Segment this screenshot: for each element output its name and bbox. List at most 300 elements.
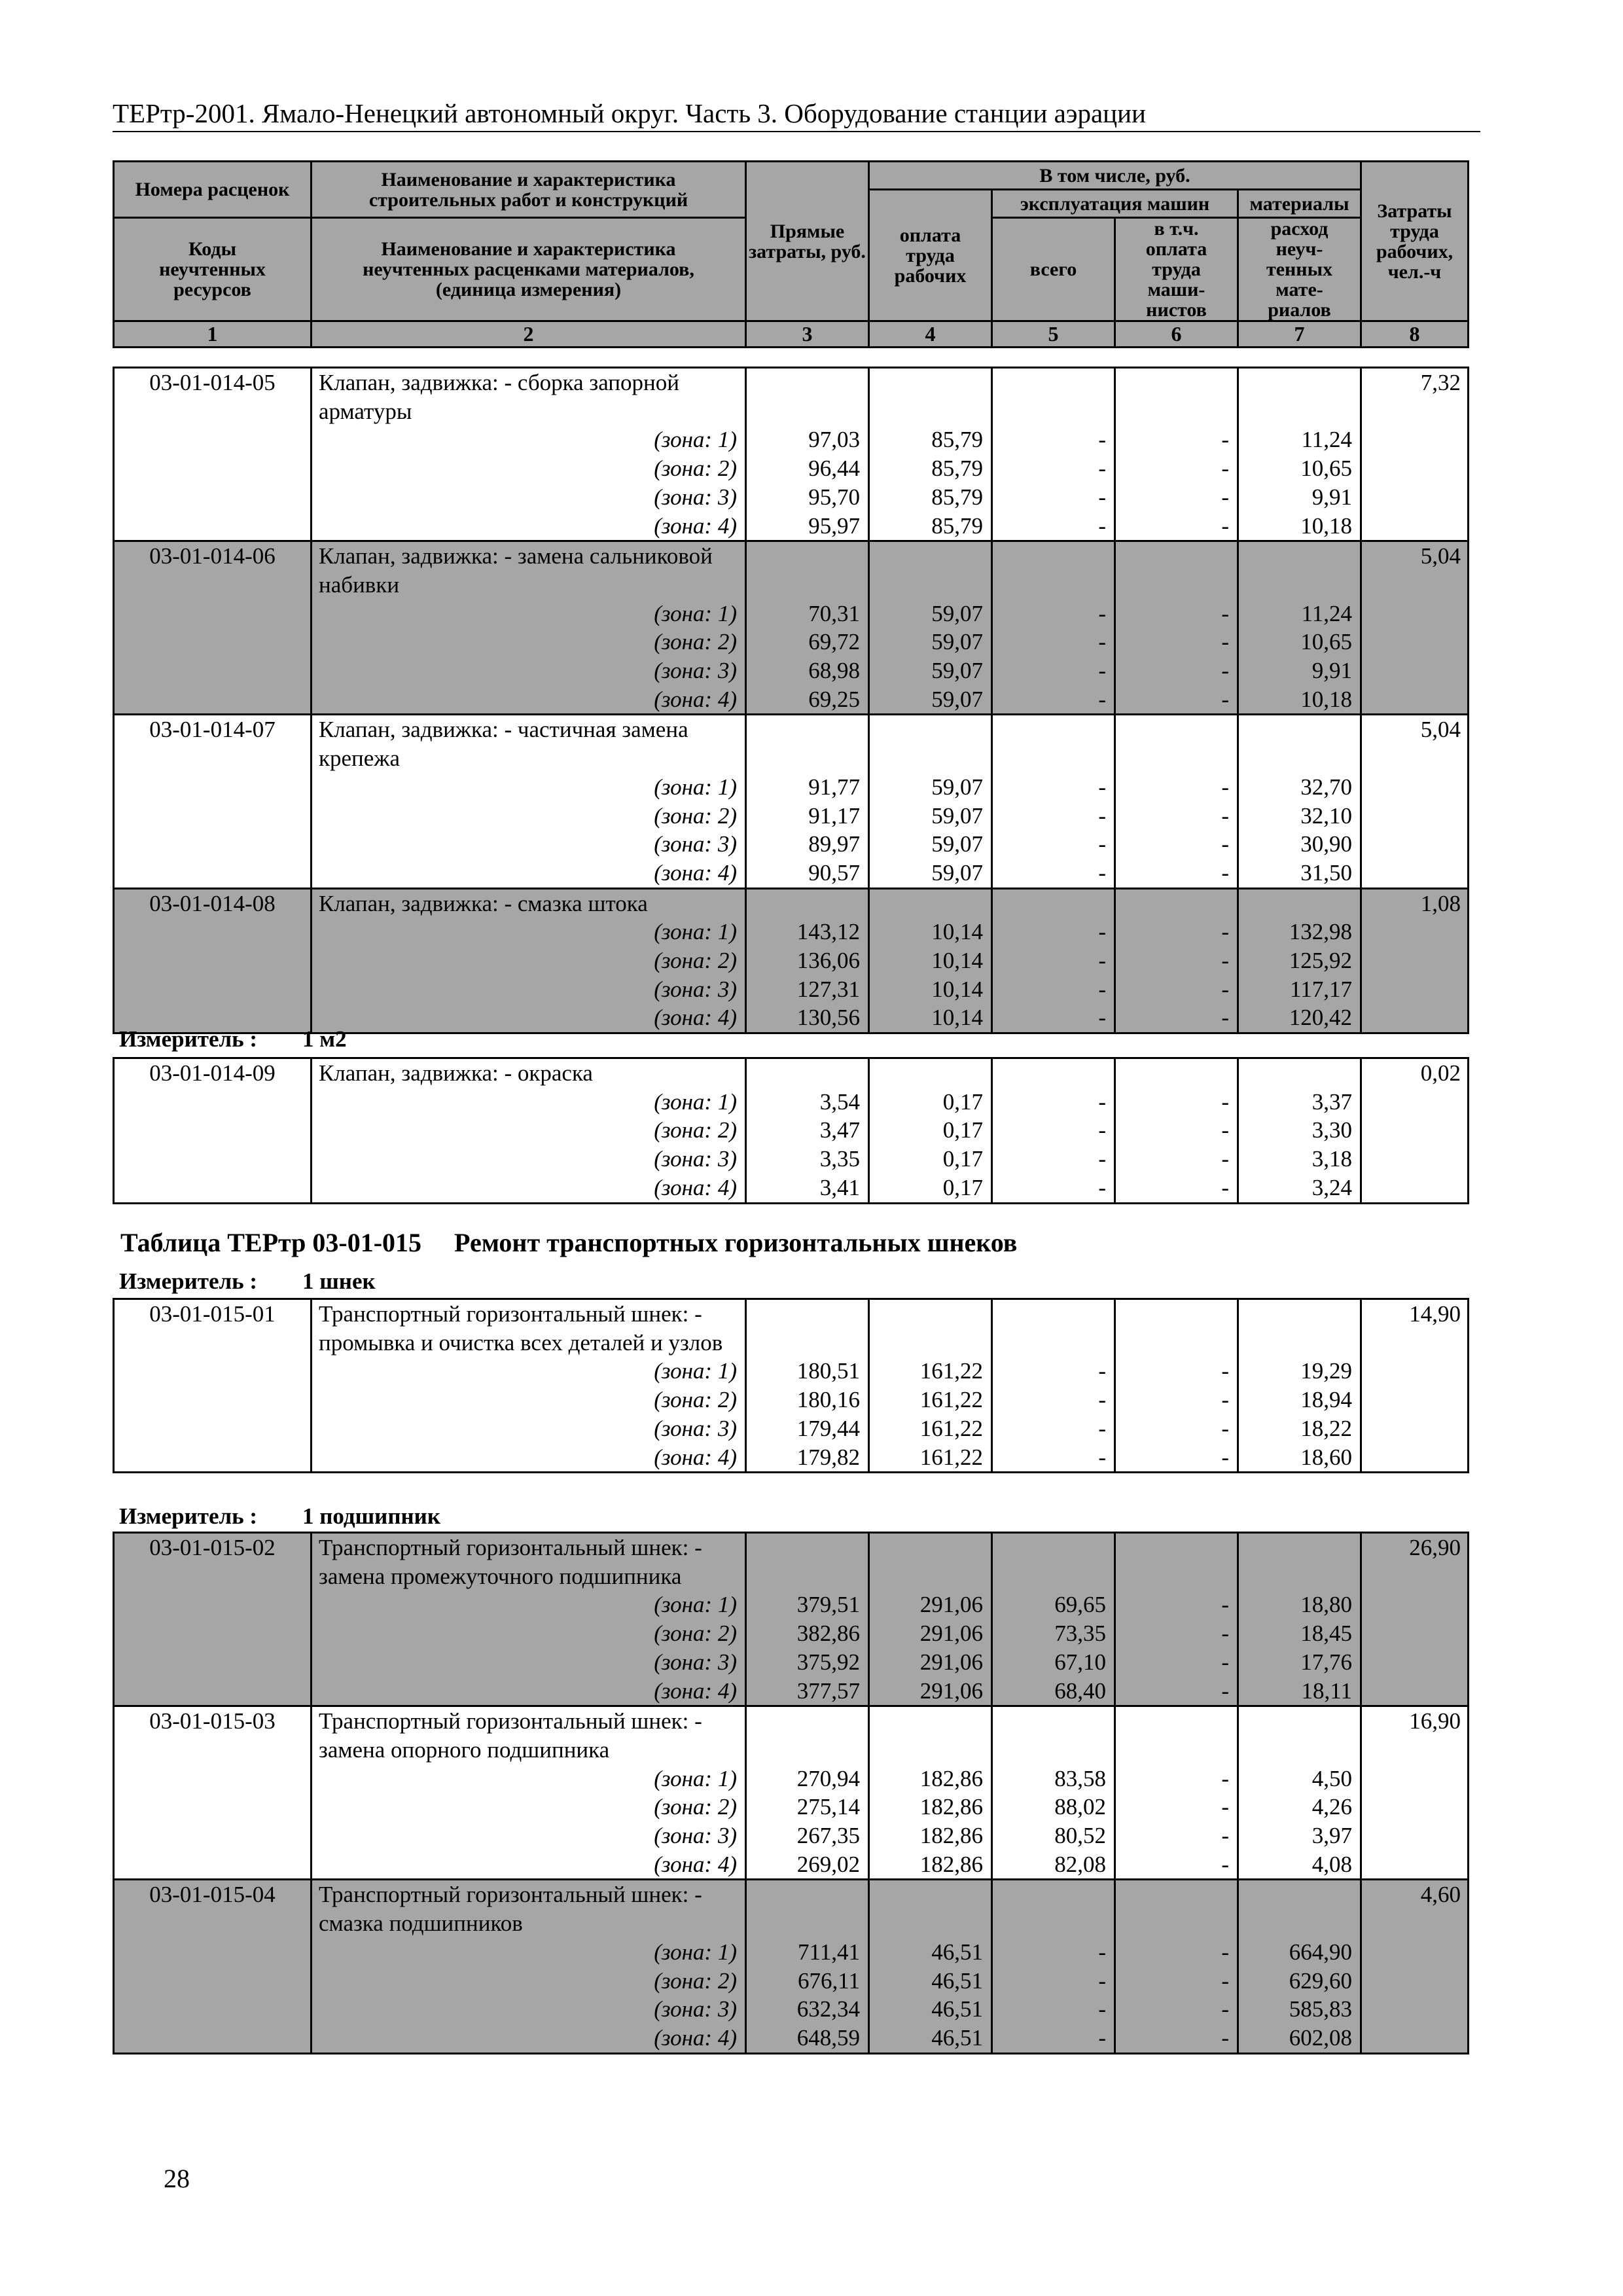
empty-cell <box>992 1880 1115 1938</box>
zone-row <box>114 1443 1469 1473</box>
empty-cell <box>1115 1299 1238 1357</box>
materials-cost: 117,17 <box>1238 975 1361 1004</box>
zone-label: (зона: 2) <box>312 1793 746 1821</box>
zone-row <box>114 1648 1469 1677</box>
worker-pay: 182,86 <box>869 1850 992 1880</box>
direct-costs: 91,77 <box>746 773 869 802</box>
worker-pay: 10,14 <box>869 946 992 975</box>
machines-total: - <box>992 600 1115 628</box>
empty-cell <box>869 1880 992 1938</box>
empty-cell <box>1238 1058 1361 1088</box>
worker-pay: 46,51 <box>869 1938 992 1967</box>
direct-costs: 377,57 <box>746 1677 869 1706</box>
materials-cost: 4,26 <box>1238 1793 1361 1821</box>
zone-label: (зона: 1) <box>312 425 746 454</box>
empty-cell <box>746 1880 869 1938</box>
empty-cell <box>746 1299 869 1357</box>
machines-total: - <box>992 859 1115 888</box>
zone-row <box>114 483 1469 512</box>
machines-total: - <box>992 1174 1115 1203</box>
empty-cell <box>869 1299 992 1357</box>
page-header: ТЕРтр-2001. Ямало-Ненецкий автономный округ. Часть 3. Оборудование станции аэрации <box>113 97 1480 132</box>
worker-pay: 59,07 <box>869 656 992 685</box>
measure-label: Измеритель : <box>119 1268 258 1294</box>
worker-pay: 291,06 <box>869 1590 992 1619</box>
zone-label: (зона: 2) <box>312 946 746 975</box>
header-material-names: Наименование и характеристика неучтенных расценками материалов, (единица измерения) <box>312 218 746 321</box>
worker-pay: 59,07 <box>869 600 992 628</box>
machines-total: 83,58 <box>992 1765 1115 1793</box>
machines-total: 67,10 <box>992 1648 1115 1677</box>
direct-costs: 275,14 <box>746 1793 869 1821</box>
machines-total: - <box>992 975 1115 1004</box>
machines-total: - <box>992 773 1115 802</box>
empty-cell <box>746 1058 869 1088</box>
direct-costs: 95,97 <box>746 512 869 541</box>
materials-cost: 3,18 <box>1238 1145 1361 1174</box>
empty-cell <box>869 1058 992 1088</box>
worker-pay: 46,51 <box>869 1967 992 1996</box>
zone-label: (зона: 4) <box>312 512 746 541</box>
empty-cell <box>1115 368 1238 426</box>
zone-label: (зона: 4) <box>312 1850 746 1880</box>
worker-pay: 85,79 <box>869 483 992 512</box>
zone-row <box>114 628 1469 656</box>
direct-costs: 95,70 <box>746 483 869 512</box>
direct-costs: 180,51 <box>746 1357 869 1386</box>
materials-cost: 11,24 <box>1238 425 1361 454</box>
zone-row <box>114 946 1469 975</box>
rate-name: Транспортный горизонтальный шнек: - замена опорного подшипника <box>312 1706 746 1765</box>
rates-block-b <box>113 1057 1469 1204</box>
direct-costs: 179,82 <box>746 1443 869 1473</box>
zone-label: (зона: 1) <box>312 1357 746 1386</box>
labor-costs: 7,32 <box>1361 368 1469 541</box>
machinist-pay: - <box>1115 1414 1238 1443</box>
worker-pay: 161,22 <box>869 1443 992 1473</box>
materials-cost: 3,30 <box>1238 1116 1361 1145</box>
column-number: 6 <box>1115 321 1238 348</box>
header-machinist-pay: в т.ч. оплата труда маши-нистов <box>1115 218 1238 321</box>
worker-pay: 0,17 <box>869 1088 992 1117</box>
machines-total: - <box>992 685 1115 715</box>
materials-cost: 4,08 <box>1238 1850 1361 1880</box>
measure-value: 1 шнек <box>302 1268 376 1294</box>
worker-pay: 10,14 <box>869 918 992 946</box>
materials-cost: 18,11 <box>1238 1677 1361 1706</box>
rate-entry-row <box>114 715 1469 773</box>
rate-code: 03-01-015-03 <box>114 1706 312 1880</box>
machines-total: - <box>992 425 1115 454</box>
machines-total: - <box>992 483 1115 512</box>
machines-total: - <box>992 918 1115 946</box>
zone-label: (зона: 2) <box>312 802 746 831</box>
empty-cell <box>1115 1058 1238 1088</box>
rate-entry-row <box>114 1880 1469 1938</box>
zone-row <box>114 1765 1469 1793</box>
header-direct-costs: Прямые затраты, руб. <box>746 162 869 321</box>
materials-cost: 17,76 <box>1238 1648 1361 1677</box>
machines-total: - <box>992 656 1115 685</box>
empty-cell <box>1238 715 1361 773</box>
zone-row <box>114 859 1469 888</box>
rates-block-d <box>113 1532 1469 2054</box>
column-number: 5 <box>992 321 1115 348</box>
empty-cell <box>746 1533 869 1591</box>
labor-costs: 1,08 <box>1361 888 1469 1033</box>
table-number: Таблица ТЕРтр 03-01-015 <box>120 1228 422 1257</box>
machinist-pay: - <box>1115 918 1238 946</box>
machines-total: - <box>992 1145 1115 1174</box>
rate-code: 03-01-014-06 <box>114 541 312 715</box>
zone-row <box>114 1821 1469 1850</box>
direct-costs: 91,17 <box>746 802 869 831</box>
zone-row <box>114 1677 1469 1706</box>
column-number: 1 <box>114 321 312 348</box>
direct-costs: 270,94 <box>746 1765 869 1793</box>
worker-pay: 182,86 <box>869 1821 992 1850</box>
zone-label: (зона: 4) <box>312 1003 746 1033</box>
worker-pay: 59,07 <box>869 685 992 715</box>
rate-entry-row <box>114 1533 1469 1591</box>
zone-row <box>114 1088 1469 1117</box>
materials-cost: 664,90 <box>1238 1938 1361 1967</box>
worker-pay: 161,22 <box>869 1357 992 1386</box>
direct-costs: 69,25 <box>746 685 869 715</box>
labor-costs: 5,04 <box>1361 541 1469 715</box>
rate-code: 03-01-015-02 <box>114 1533 312 1706</box>
header-resource-codes: Коды неучтенных ресурсов <box>114 218 312 321</box>
direct-costs: 136,06 <box>746 946 869 975</box>
machinist-pay: - <box>1115 512 1238 541</box>
direct-costs: 3,54 <box>746 1088 869 1117</box>
column-number: 4 <box>869 321 992 348</box>
zone-label: (зона: 1) <box>312 600 746 628</box>
zone-row <box>114 454 1469 483</box>
machinist-pay: - <box>1115 1116 1238 1145</box>
rate-entry-row <box>114 888 1469 918</box>
zone-label: (зона: 2) <box>312 1967 746 1996</box>
direct-costs: 379,51 <box>746 1590 869 1619</box>
measure-unit-1 <box>119 1026 347 1052</box>
machinist-pay: - <box>1115 1003 1238 1033</box>
machinist-pay: - <box>1115 1793 1238 1821</box>
zone-label: (зона: 3) <box>312 656 746 685</box>
header-machines-total: всего <box>992 218 1115 321</box>
worker-pay: 59,07 <box>869 628 992 656</box>
zone-label: (зона: 2) <box>312 454 746 483</box>
empty-cell <box>1238 888 1361 918</box>
materials-cost: 629,60 <box>1238 1967 1361 1996</box>
machinist-pay: - <box>1115 773 1238 802</box>
direct-costs: 96,44 <box>746 454 869 483</box>
zone-label: (зона: 4) <box>312 1677 746 1706</box>
direct-costs: 90,57 <box>746 859 869 888</box>
machinist-pay: - <box>1115 600 1238 628</box>
machinist-pay: - <box>1115 1357 1238 1386</box>
zone-row <box>114 975 1469 1004</box>
worker-pay: 59,07 <box>869 830 992 859</box>
empty-cell <box>992 715 1115 773</box>
zone-row <box>114 1414 1469 1443</box>
empty-cell <box>1238 1299 1361 1357</box>
worker-pay: 182,86 <box>869 1765 992 1793</box>
machines-total: 73,35 <box>992 1619 1115 1648</box>
machinist-pay: - <box>1115 656 1238 685</box>
rate-entry-row <box>114 541 1469 600</box>
rate-name: Транспортный горизонтальный шнек: - замена промежуточного подшипника <box>312 1533 746 1591</box>
empty-cell <box>869 368 992 426</box>
rate-code: 03-01-015-04 <box>114 1880 312 2053</box>
machinist-pay: - <box>1115 685 1238 715</box>
machinist-pay: - <box>1115 483 1238 512</box>
rate-name: Клапан, задвижка: - замена сальниковой набивки <box>312 541 746 600</box>
empty-cell <box>992 368 1115 426</box>
empty-cell <box>992 1299 1115 1357</box>
empty-cell <box>869 1706 992 1765</box>
labor-costs: 5,04 <box>1361 715 1469 888</box>
worker-pay: 59,07 <box>869 773 992 802</box>
materials-cost: 585,83 <box>1238 1995 1361 2024</box>
worker-pay: 59,07 <box>869 802 992 831</box>
rate-code: 03-01-014-09 <box>114 1058 312 1204</box>
materials-cost: 11,24 <box>1238 600 1361 628</box>
machinist-pay: - <box>1115 628 1238 656</box>
worker-pay: 85,79 <box>869 512 992 541</box>
empty-cell <box>1238 1706 1361 1765</box>
machines-total: - <box>992 454 1115 483</box>
zone-row <box>114 1619 1469 1648</box>
empty-cell <box>992 1706 1115 1765</box>
machines-total: 68,40 <box>992 1677 1115 1706</box>
zone-row <box>114 512 1469 541</box>
empty-cell <box>869 715 992 773</box>
rates-block-a <box>113 367 1469 1034</box>
worker-pay: 291,06 <box>869 1677 992 1706</box>
machinist-pay: - <box>1115 1821 1238 1850</box>
zone-row <box>114 1145 1469 1174</box>
table-caption <box>120 1227 1017 1258</box>
empty-cell <box>746 1706 869 1765</box>
rate-entry-row <box>114 368 1469 426</box>
zone-row <box>114 1357 1469 1386</box>
materials-cost: 18,45 <box>1238 1619 1361 1648</box>
machinist-pay: - <box>1115 1967 1238 1996</box>
zone-row <box>114 1386 1469 1414</box>
direct-costs: 179,44 <box>746 1414 869 1443</box>
worker-pay: 0,17 <box>869 1145 992 1174</box>
zone-row <box>114 600 1469 628</box>
labor-costs: 16,90 <box>1361 1706 1469 1880</box>
empty-cell <box>1115 541 1238 600</box>
worker-pay: 0,17 <box>869 1174 992 1203</box>
materials-cost: 10,18 <box>1238 685 1361 715</box>
rate-name: Клапан, задвижка: - окраска <box>312 1058 746 1088</box>
zone-row <box>114 830 1469 859</box>
materials-cost: 120,42 <box>1238 1003 1361 1033</box>
direct-costs: 130,56 <box>746 1003 869 1033</box>
machines-total: - <box>992 1967 1115 1996</box>
empty-cell <box>992 1058 1115 1088</box>
worker-pay: 46,51 <box>869 2024 992 2053</box>
labor-costs: 26,90 <box>1361 1533 1469 1706</box>
materials-cost: 10,18 <box>1238 512 1361 541</box>
rate-code: 03-01-015-01 <box>114 1299 312 1473</box>
empty-cell <box>1115 715 1238 773</box>
empty-cell <box>992 541 1115 600</box>
worker-pay: 291,06 <box>869 1619 992 1648</box>
rate-name: Клапан, задвижка: - сборка запорной арматуры <box>312 368 746 426</box>
measure-unit-2 <box>119 1268 376 1295</box>
direct-costs: 3,47 <box>746 1116 869 1145</box>
direct-costs: 97,03 <box>746 425 869 454</box>
materials-cost: 10,65 <box>1238 628 1361 656</box>
zone-row <box>114 918 1469 946</box>
measure-label: Измеритель : <box>119 1503 258 1529</box>
rate-entry-row <box>114 1706 1469 1765</box>
direct-costs: 180,16 <box>746 1386 869 1414</box>
machinist-pay: - <box>1115 1145 1238 1174</box>
machinist-pay: - <box>1115 1677 1238 1706</box>
rate-code: 03-01-014-08 <box>114 888 312 1033</box>
machinist-pay: - <box>1115 1765 1238 1793</box>
zone-label: (зона: 3) <box>312 1145 746 1174</box>
direct-costs: 127,31 <box>746 975 869 1004</box>
rates-block-c <box>113 1298 1469 1473</box>
labor-costs: 0,02 <box>1361 1058 1469 1204</box>
machines-total: - <box>992 946 1115 975</box>
machines-total: - <box>992 1414 1115 1443</box>
zone-label: (зона: 4) <box>312 1443 746 1473</box>
machinist-pay: - <box>1115 830 1238 859</box>
header-unaccounted-materials: расход неуч-тенных мате-риалов <box>1238 218 1361 321</box>
machinist-pay: - <box>1115 802 1238 831</box>
empty-cell <box>1238 1533 1361 1591</box>
worker-pay: 85,79 <box>869 425 992 454</box>
zone-label: (зона: 3) <box>312 1414 746 1443</box>
direct-costs: 3,35 <box>746 1145 869 1174</box>
machines-total: 82,08 <box>992 1850 1115 1880</box>
direct-costs: 648,59 <box>746 2024 869 2053</box>
worker-pay: 182,86 <box>869 1793 992 1821</box>
zone-row <box>114 1174 1469 1203</box>
machines-total: 80,52 <box>992 1821 1115 1850</box>
worker-pay: 46,51 <box>869 1995 992 2024</box>
machines-total: - <box>992 1357 1115 1386</box>
zone-label: (зона: 4) <box>312 859 746 888</box>
zone-label: (зона: 2) <box>312 1619 746 1648</box>
zone-label: (зона: 3) <box>312 1648 746 1677</box>
zone-row <box>114 1590 1469 1619</box>
machinist-pay: - <box>1115 1088 1238 1117</box>
header-labor-costs: Затраты труда рабочих, чел.-ч <box>1361 162 1469 321</box>
machines-total: - <box>992 802 1115 831</box>
zone-label: (зона: 2) <box>312 628 746 656</box>
direct-costs: 676,11 <box>746 1967 869 1996</box>
rate-code: 03-01-014-07 <box>114 715 312 888</box>
empty-cell <box>1238 368 1361 426</box>
machines-total: - <box>992 1938 1115 1967</box>
header-materials-group: материалы <box>1238 190 1361 218</box>
materials-cost: 9,91 <box>1238 483 1361 512</box>
direct-costs: 632,34 <box>746 1995 869 2024</box>
materials-cost: 9,91 <box>1238 656 1361 685</box>
header-name-top: Наименование и характеристика строительных работ и конструкций <box>312 162 746 218</box>
empty-cell <box>1115 1880 1238 1938</box>
zone-row <box>114 656 1469 685</box>
machinist-pay: - <box>1115 946 1238 975</box>
machinist-pay: - <box>1115 975 1238 1004</box>
zone-row <box>114 802 1469 831</box>
rate-name: Транспортный горизонтальный шнек: - промывка и очистка всех деталей и узлов <box>312 1299 746 1357</box>
machines-total: - <box>992 512 1115 541</box>
zone-label: (зона: 3) <box>312 1821 746 1850</box>
empty-cell <box>869 541 992 600</box>
empty-cell <box>1238 541 1361 600</box>
rate-code: 03-01-014-05 <box>114 368 312 541</box>
machines-total: - <box>992 1003 1115 1033</box>
rate-name: Клапан, задвижка: - частичная замена крепежа <box>312 715 746 773</box>
column-number: 3 <box>746 321 869 348</box>
machinist-pay: - <box>1115 1386 1238 1414</box>
materials-cost: 18,60 <box>1238 1443 1361 1473</box>
machinist-pay: - <box>1115 2024 1238 2053</box>
machines-total: - <box>992 2024 1115 2053</box>
empty-cell <box>1115 888 1238 918</box>
machines-total: - <box>992 1116 1115 1145</box>
empty-cell <box>746 888 869 918</box>
machinist-pay: - <box>1115 1850 1238 1880</box>
machines-total: 69,65 <box>992 1590 1115 1619</box>
materials-cost: 3,37 <box>1238 1088 1361 1117</box>
machinist-pay: - <box>1115 1443 1238 1473</box>
measure-label: Измеритель : <box>119 1026 258 1052</box>
zone-label: (зона: 3) <box>312 975 746 1004</box>
zone-row <box>114 2024 1469 2053</box>
header-machines-group: эксплуатация машин <box>992 190 1238 218</box>
machinist-pay: - <box>1115 1174 1238 1203</box>
worker-pay: 10,14 <box>869 1003 992 1033</box>
machinist-pay: - <box>1115 454 1238 483</box>
zone-row <box>114 425 1469 454</box>
worker-pay: 291,06 <box>869 1648 992 1677</box>
materials-cost: 4,50 <box>1238 1765 1361 1793</box>
zone-row <box>114 773 1469 802</box>
zone-label: (зона: 1) <box>312 773 746 802</box>
zone-row <box>114 1116 1469 1145</box>
table-header <box>113 160 1469 348</box>
materials-cost: 18,80 <box>1238 1590 1361 1619</box>
materials-cost: 602,08 <box>1238 2024 1361 2053</box>
empty-cell <box>869 888 992 918</box>
direct-costs: 269,02 <box>746 1850 869 1880</box>
zone-label: (зона: 3) <box>312 830 746 859</box>
zone-label: (зона: 1) <box>312 1765 746 1793</box>
materials-cost: 32,10 <box>1238 802 1361 831</box>
materials-cost: 18,94 <box>1238 1386 1361 1414</box>
zone-row <box>114 1850 1469 1880</box>
machines-total: - <box>992 628 1115 656</box>
direct-costs: 143,12 <box>746 918 869 946</box>
materials-cost: 31,50 <box>1238 859 1361 888</box>
machinist-pay: - <box>1115 1648 1238 1677</box>
measure-value: 1 подшипник <box>302 1503 440 1529</box>
zone-row <box>114 1793 1469 1821</box>
measure-value: 1 м2 <box>302 1026 347 1052</box>
materials-cost: 3,97 <box>1238 1821 1361 1850</box>
zone-row <box>114 1938 1469 1967</box>
column-number: 2 <box>312 321 746 348</box>
